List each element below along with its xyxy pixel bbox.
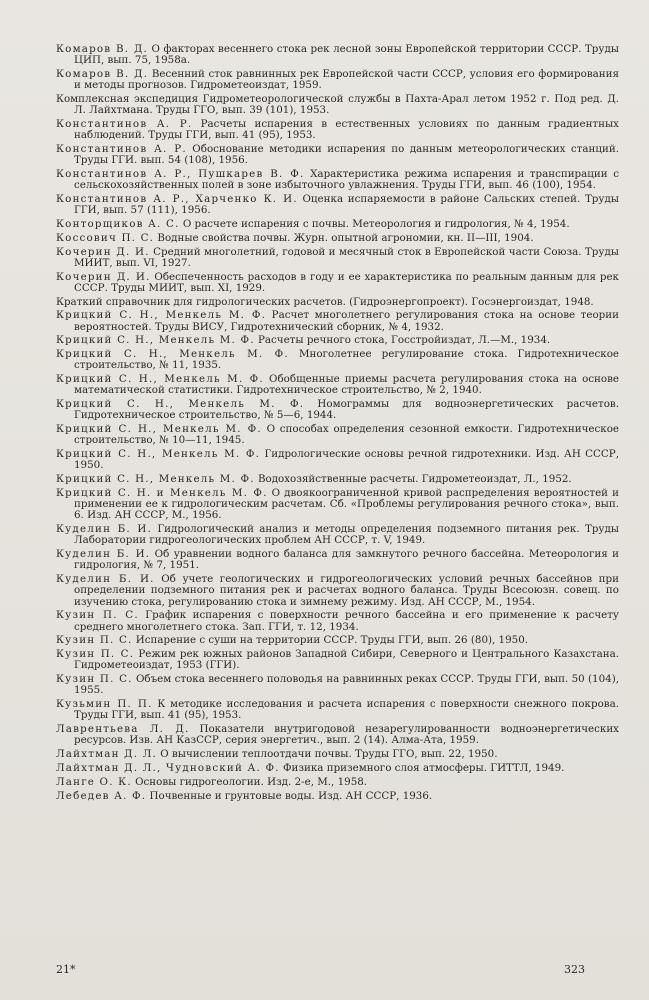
reference-author: Крицкий С. Н. и Менкель М. Ф. (56, 486, 268, 499)
reference-author: Крицкий С. Н., Менкель М. Ф. (56, 309, 267, 322)
reference-list (56, 44, 619, 802)
reference-text: Гидрологические основы речной гидротехники. Изд. АН СССР, 1950. (74, 448, 620, 472)
reference-author: Константинов А. Р. (56, 118, 193, 130)
reference-entry (56, 399, 619, 421)
reference-entry (56, 524, 619, 546)
reference-text: Расчеты испарения в естественных условиях по данным градиентных наблюдений. Труды ГГИ, вып. 41 (95), 1953. (74, 118, 619, 142)
reference-text: О способах определения сезонной емкости. Гидротехническое строительство, № 10—11, 1945. (74, 423, 619, 447)
reference-entry (56, 649, 619, 671)
reference-text: Гидрологический анализ и методы определения подземного питания рек. Труды Лаборатории гидрогеологических проблем АН СССР, т. V, 1949. (74, 523, 619, 547)
reference-text: Обобщенные приемы расчета регулирования стока на основе математической статистики. Гидротехническое строительство, № 2, 1940. (74, 373, 619, 397)
reference-text: Об учете геологических и гидрогеологических условий речных бассейнов при определении подземного питания рек и расчетах водного баланса. Труды Всесоюзн. совещ. по изучению стока, регулированию стока и зимнему режиму. Изд. АН СССР, М., 1954. (74, 573, 619, 608)
reference-author: Лайхтман Д. Л. (56, 748, 157, 761)
reference-author: Кузьмин П. П. (56, 698, 153, 711)
reference-author: Крицкий С. Н., Менкель М. Ф. (56, 448, 261, 461)
reference-entry (56, 549, 619, 571)
reference-author: Крицкий С. Н., Менкель М. Ф. (56, 398, 305, 411)
reference-author: Комаров В. Д. (56, 43, 149, 55)
reference-author: Крицкий С. Н., Менкель М. Ф. (56, 348, 289, 361)
reference-entry (56, 574, 619, 608)
reference-text: Обеспеченность расходов в году и ее характеристика по реальным данным для рек СССР. Труды МИИТ, вып. XI, 1929. (74, 270, 619, 294)
reference-text: Почвенные и грунтовые воды. Изд. АН СССР, 1936. (146, 789, 433, 802)
reference-entry (56, 233, 619, 244)
reference-entry (56, 610, 619, 632)
reference-entry (56, 94, 619, 116)
reference-entry (56, 749, 619, 760)
reference-author: Лайхтман Д. Л., Чудновский А. Ф. (56, 761, 280, 774)
reference-entry (56, 724, 619, 746)
reference-entry (56, 44, 619, 66)
reference-author: Крицкий С. Н., Менкель М. Ф. (56, 423, 262, 436)
reference-author: Коссович П. С. (56, 231, 155, 244)
reference-entry (56, 763, 619, 774)
reference-entry (56, 791, 619, 802)
reference-author: Кузин П. С. (56, 673, 133, 686)
reference-entry (56, 169, 619, 191)
reference-text: К методике исследования и расчета испарения с поверхности снежного покрова. Труды ГГИ, вып. 41 (95), 1953. (74, 698, 619, 722)
reference-author: Кузин П. С. (56, 648, 135, 661)
reference-author: Крицкий С. Н., Менкель М. Ф. (56, 334, 255, 347)
reference-text: О вычислении теплоотдачи почвы. Труды ГГО, вып. 22, 1950. (156, 748, 498, 761)
reference-text: Показатели внутригодовой незарегулированности водноэнергетических ресурсов. Изв. АН КазССР, серия энергетич., вып. 2 (14). Алма-Ата, 1959. (74, 723, 619, 747)
reference-entry (56, 374, 619, 396)
reference-author: Лебедев А. Ф. (56, 789, 147, 802)
reference-entry (56, 424, 619, 446)
reference-author: Крицкий С. Н., Менкель М. Ф. (56, 373, 264, 386)
reference-entry (56, 335, 619, 346)
reference-author: Крицкий С. Н., Менкель М. Ф. (56, 473, 255, 486)
reference-entry (56, 247, 619, 269)
reference-entry (56, 699, 619, 721)
reference-entry (56, 674, 619, 696)
reference-entry (56, 488, 619, 522)
reference-text: Водохозяйственные расчеты. Гидрометеоиздат, Л., 1952. (254, 473, 572, 486)
reference-author: Ланге О. К. (56, 775, 132, 788)
reference-text: Средний многолетний, годовой и месячный сток в Европейской части Союза. Труды МИИТ, вып. VI, 1927. (74, 245, 619, 269)
reference-author: Куделин Б. И. (56, 523, 153, 536)
reference-text: О расчете испарения с почвы. Метеорология и гидрология, № 4, 1954. (179, 218, 570, 230)
reference-author: Кузин П. С. (56, 609, 139, 622)
reference-author: Константинов А. Р., Пушкарев В. Ф. (56, 168, 305, 180)
reference-entry (56, 119, 619, 141)
reference-text: График испарения с поверхности речного бассейна и его применение к расчету среднего многолетнего стока. Зап. ГГИ, т. 12, 1934. (74, 609, 619, 633)
reference-entry (56, 474, 619, 485)
reference-text: Водные свойства почвы. Журн. опытной агрономии, кн. II—III, 1904. (154, 231, 534, 244)
reference-text: Обоснование методики испарения по данным метеорологических станций. Труды ГГИ. вып. 54 (108), 1956. (74, 143, 619, 167)
page-number: 323 (564, 963, 585, 976)
reference-entry (56, 69, 619, 91)
reference-text: Объем стока весеннего половодья на равнинных реках СССР. Труды ГГИ, вып. 50 (104), 1955. (74, 673, 619, 697)
reference-entry (56, 777, 619, 788)
reference-author: Константинов А. Р. (56, 143, 187, 155)
reference-author: Куделин Б. И. (56, 573, 155, 586)
reference-text: Режим рек южных районов Западной Сибири, Северного и Центрального Казахстана. Гидрометеоиздат, 1953 (ГГИ). (74, 648, 619, 672)
reference-text: Основы гидрогеологии. Изд. 2-е, М., 1958. (131, 775, 368, 788)
reference-entry (56, 635, 619, 646)
reference-author: Куделин Б. И. (56, 548, 151, 561)
reference-text: О двоякоограниченной кривой распределения вероятностей и применении ее к гидрологическим расчетам. Сб. «Проблемы регулирования речного стока», вып. 6. Изд. АН СССР, М., 1956. (74, 486, 619, 522)
reference-text: Весенний сток равнинных рек Европейской части СССР, условия его формирования и методы прогнозов. Гидрометеоиздат, 1959. (74, 68, 619, 92)
reference-text: Об уравнении водного баланса для замкнутого речного бассейна. Метеорология и гидрология, № 7, 1951. (74, 548, 620, 572)
reference-text: Характеристика режима испарения и транспирации с сельскохозяйственных полей в зоне избыточного увлажнения. Труды ГГИ, вып. 46 (100), 1954. (74, 168, 619, 192)
reference-text: Расчеты речного стока, Госстройиздат, Л.—М., 1934. (254, 334, 551, 347)
reference-author: Кочерин Д. И. (56, 245, 150, 258)
reference-text: Расчет многолетнего регулирования стока на основе теории вероятностей. Труды ВИСУ, Гидротехнический сборник, № 4, 1932. (74, 309, 619, 333)
signature-mark: 21* (56, 963, 76, 976)
page-footer (56, 963, 585, 976)
reference-author: Комаров В. Д. (56, 68, 149, 80)
reference-entry (56, 144, 619, 166)
reference-entry (56, 219, 619, 230)
reference-author: Кочерин Д. И. (56, 270, 151, 283)
reference-author: Кузин П. С. (56, 634, 133, 647)
reference-entry (56, 297, 619, 308)
reference-entry (56, 449, 619, 471)
reference-author: Лаврентьева Л. Д. (56, 723, 190, 736)
reference-author: Константинов А. Р., Харченко К. И. (56, 193, 298, 205)
reference-text: О факторах весеннего стока рек лесной зоны Европейской территории СССР. Труды ЦИП, вып. 75, 1958а. (74, 43, 619, 67)
reference-text: Номограммы для водноэнергетических расчетов. Гидротехническое строительство, № 5—6, 1944. (74, 398, 619, 422)
reference-text: Оценка испаряемости в районе Сальских степей. Труды ГГИ, вып. 57 (111), 1956. (74, 193, 619, 217)
reference-text: Испарение с суши на территории СССР. Труды ГГИ, вып. 26 (80), 1950. (132, 634, 529, 647)
reference-entry (56, 194, 619, 216)
reference-text: Комплексная экспедиция Гидрометеорологической службы в Пахта-Арал летом 1952 г. Под ред. Д. Л. Лайхтмана. Труды ГГО, вып. 39 (101), 1953. (56, 93, 619, 117)
reference-entry (56, 349, 619, 371)
reference-author: Конторщиков А. С. (56, 218, 180, 230)
reference-entry (56, 272, 619, 294)
reference-text: Физика приземного слоя атмосферы. ГИТТЛ, 1949. (279, 761, 565, 774)
reference-text: Краткий справочник для гидрологических расчетов. (Гидроэнергопроект). Госэнергоиздат, 1948. (56, 295, 594, 308)
reference-text: Многолетнее регулирование стока. Гидротехническое строительство, № 11, 1935. (74, 348, 619, 372)
reference-entry (56, 310, 619, 332)
